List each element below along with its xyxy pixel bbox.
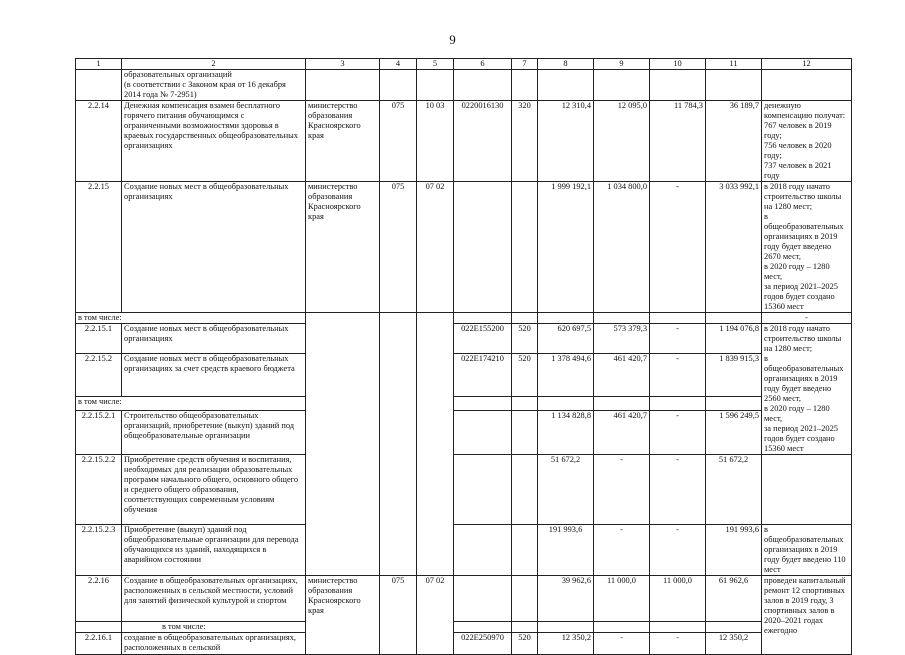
value-total: 1 194 076,8 xyxy=(706,324,762,354)
gr-code: 075 xyxy=(380,101,417,182)
col-header: 7 xyxy=(512,59,538,70)
subtotal-label-row xyxy=(76,397,852,411)
row-name: создание в общеобразовательных организациях, расположенных в сельской xyxy=(122,633,306,655)
row-number: 2.2.15.2 xyxy=(76,353,122,397)
gr-code: 075 xyxy=(380,576,417,655)
table-row xyxy=(76,633,852,655)
table-row xyxy=(76,353,852,397)
row-name: Создание новых мест в общеобразовательных организациях за счет средств краевого бюджета xyxy=(122,353,306,397)
budget-table xyxy=(75,58,852,655)
value-2020: 461 420,7 xyxy=(594,411,650,455)
row-name: образовательных организаций (в соответствии с Законом края от 16 декабря 2014 года № 7-2951) xyxy=(122,70,306,101)
value-2021: - xyxy=(650,353,706,397)
value-total: 191 993,6 xyxy=(706,525,762,576)
target-code: 022E250970 xyxy=(454,633,512,655)
target-code: 022E155200 xyxy=(454,324,512,354)
value-2021: - xyxy=(650,455,706,525)
value-2020: 573 379,3 xyxy=(594,324,650,354)
col-header: 1 xyxy=(76,59,122,70)
row-name: Создание в общеобразовательных организациях, расположенных в сельской местности, условий для занятий физической культурой и спортом xyxy=(122,576,306,622)
value-total: 3 033 992,1 xyxy=(706,182,762,313)
col-header: 2 xyxy=(122,59,306,70)
row-number: 2.2.14 xyxy=(76,101,122,182)
row-name: Денежная компенсация взамен бесплатного горячего питания обучающимся с ограниченными возможностями здоровья в краевых государственных общеобразовательных организациях xyxy=(122,101,306,182)
row-number: 2.2.15 xyxy=(76,182,122,313)
value-2021: 11 784,3 xyxy=(650,101,706,182)
gr-code: 075 xyxy=(380,182,417,313)
ministry: министерство образования Красноярского края xyxy=(306,182,380,313)
row-number: 2.2.15.1 xyxy=(76,324,122,354)
value-2020: - xyxy=(594,455,650,525)
including-label: в том числе: xyxy=(122,622,306,633)
subtotal-label-row xyxy=(76,622,852,633)
result-note: в 2018 году начато строительство школы на 1280 мест; в общеобразовательных организациях в 2019 году будет введено 2670 мест, в 2020 году – 1280 мест, за период 2021–2025 годов будет создано 15360 мест xyxy=(762,182,852,313)
table-row xyxy=(76,576,852,622)
including-label: в том числе: xyxy=(76,397,306,411)
dash-cell: - xyxy=(762,313,852,324)
ministry: министерство образования Красноярского края xyxy=(306,101,380,182)
value-2019: 12 310,4 xyxy=(538,101,594,182)
table-row xyxy=(76,101,852,182)
col-header: 3 xyxy=(306,59,380,70)
value-total: 51 672,2 xyxy=(706,455,762,525)
value-2019: 1 999 192,1 xyxy=(538,182,594,313)
row-number: 2.2.16.1 xyxy=(76,633,122,655)
value-2020: 1 034 800,0 xyxy=(594,182,650,313)
value-2019: 1 134 828,8 xyxy=(538,411,594,455)
row-number: 2.2.15.2.3 xyxy=(76,525,122,576)
value-2020: - xyxy=(594,525,650,576)
subtotal-label-row xyxy=(76,313,852,324)
row-name: Строительство общеобразовательных организаций, приобретение (выкуп) зданий под общеобразовательные организации xyxy=(122,411,306,455)
value-total: 1 596 249,5 xyxy=(706,411,762,455)
expense-code: 520 xyxy=(512,353,538,397)
row-name: Создание новых мест в общеобразовательных организациях xyxy=(122,182,306,313)
value-total: 1 839 915,3 xyxy=(706,353,762,397)
table-row xyxy=(76,182,852,313)
value-2020: - xyxy=(594,633,650,655)
value-2021: 11 000,0 xyxy=(650,576,706,622)
table-row xyxy=(76,324,852,354)
table-row xyxy=(76,411,852,455)
value-2021: - xyxy=(650,182,706,313)
section-code: 07 02 xyxy=(417,182,454,313)
col-header: 11 xyxy=(706,59,762,70)
value-total: 36 189,7 xyxy=(706,101,762,182)
col-header: 8 xyxy=(538,59,594,70)
row-number: 2.2.15.2.1 xyxy=(76,411,122,455)
row-name: Приобретение (выкуп) зданий под общеобразовательные организации для перевода обучающихся из зданий, находящихся в аварийном состоянии xyxy=(122,525,306,576)
target-code: 0220016130 xyxy=(454,101,512,182)
result-note: проведен капитальный ремонт 12 спортивных залов в 2019 году, 3 спортивных залов в 2020–2021 годах ежегодно xyxy=(762,576,852,655)
value-2020: 11 000,0 xyxy=(594,576,650,622)
table-row xyxy=(76,525,852,576)
row-name: Создание новых мест в общеобразовательных организациях xyxy=(122,324,306,354)
expense-code: 520 xyxy=(512,633,538,655)
col-header: 9 xyxy=(594,59,650,70)
value-2020: 461 420,7 xyxy=(594,353,650,397)
row-number: 2.2.15.2.2 xyxy=(76,455,122,525)
page-number: 9 xyxy=(449,32,456,47)
value-2019: 51 672,2 xyxy=(538,455,594,525)
target-code: 022E174210 xyxy=(454,353,512,397)
value-total: 12 350,2 xyxy=(706,633,762,655)
col-header: 12 xyxy=(762,59,852,70)
col-header: 5 xyxy=(417,59,454,70)
value-2019: 620 697,5 xyxy=(538,324,594,354)
table-row xyxy=(76,70,852,101)
result-note: в 2018 году начато строительство школы на 1280 мест; в общеобразовательных организациях в 2019 году будет введено 2560 мест, в 2020 году – 1280 мест, за период 2021–2025 годов будет создано 15360 мест xyxy=(762,324,852,455)
value-2021: - xyxy=(650,411,706,455)
col-header: 10 xyxy=(650,59,706,70)
value-2020: 12 095,0 xyxy=(594,101,650,182)
expense-code: 320 xyxy=(512,101,538,182)
section-code: 07 02 xyxy=(417,576,454,655)
section-code: 10 03 xyxy=(417,101,454,182)
value-2019: 191 993,6 xyxy=(538,525,594,576)
value-total: 61 962,6 xyxy=(706,576,762,622)
value-2019: 12 350,2 xyxy=(538,633,594,655)
value-2019: 1 378 494,6 xyxy=(538,353,594,397)
table-row xyxy=(76,455,852,525)
value-2019: 39 962,6 xyxy=(538,576,594,622)
value-2021: - xyxy=(650,525,706,576)
ministry: министерство образования Красноярского края xyxy=(306,576,380,655)
result-note: денежную компенсацию получат: 767 человек в 2019 году; 756 человек в 2020 году; 737 человек в 2021 году xyxy=(762,101,852,182)
including-label: в том числе: xyxy=(76,313,306,324)
result-note: в общеобразовательных организациях в 2019 году будет введено 110 мест xyxy=(762,525,852,576)
col-header: 4 xyxy=(380,59,417,70)
header-row xyxy=(76,59,852,70)
row-number: 2.2.16 xyxy=(76,576,122,622)
col-header: 6 xyxy=(454,59,512,70)
expense-code: 520 xyxy=(512,324,538,354)
row-name: Приобретение средств обучения и воспитания, необходимых для реализации образовательных программ начального общего, основного общего и среднего общего образования, соответствующих современным условиям обучения xyxy=(122,455,306,525)
value-2021: - xyxy=(650,633,706,655)
value-2021: - xyxy=(650,324,706,354)
